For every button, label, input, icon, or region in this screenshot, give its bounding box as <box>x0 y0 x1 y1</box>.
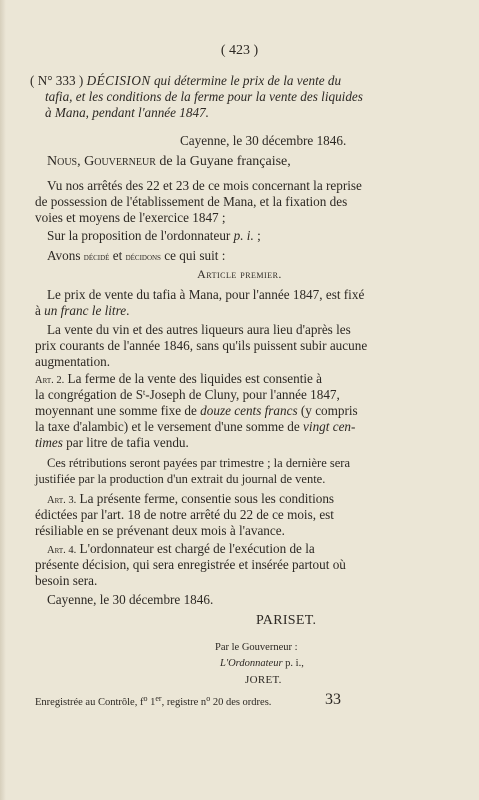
signatory-name: PARISET. <box>256 613 317 628</box>
registration-note: Enregistrée au Contrôle, $f^o$ 1er, registre $n^o$ 20 des ordres. <box>35 694 272 708</box>
decision-title-line-3: à Mana, pendant l'année 1847. <box>45 105 209 120</box>
article-2-line-5: times par litre de tafia vendu. <box>35 435 189 450</box>
article-2-line-2: la congrégation de $S^t$-Joseph de Cluny, pour l'année 1847, <box>35 387 340 402</box>
considerant-2: Sur la proposition de l'ordonnateur p. i. ; <box>47 228 261 243</box>
article-1-heading: Article premier. <box>197 267 282 281</box>
signature-mark: 33 <box>325 691 341 708</box>
article-4-line-3: besoin sera. <box>35 573 98 588</box>
article-3-line-1: Art. 3. La présente ferme, consentie sous les conditions <box>47 491 335 506</box>
place-date: Cayenne, le 30 décembre 1846. <box>180 133 347 148</box>
article-1-para-1-line-2: à un franc le litre. <box>35 303 130 318</box>
article-2-line-3: moyennant une somme fixe de douze cents francs (y compris <box>35 403 358 418</box>
considerant-1-line-3: voies et moyens de l'exercice 1847 ; <box>35 210 226 225</box>
closing-date: Cayenne, le 30 décembre 1846. <box>47 592 214 607</box>
article-4-line-1: Art. 4. L'ordonnateur est chargé de l'exécution de la <box>47 541 315 556</box>
countersign-line-1: Par le Gouverneur : <box>215 642 298 653</box>
article-1-para-2-line-3: augmentation. <box>35 354 111 369</box>
article-4-line-2: présente décision, qui sera enregistrée et insérée partout où <box>35 557 346 572</box>
article-2-line-4: la taxe d'alambic) et le versement d'une somme de vingt cen- <box>35 419 356 434</box>
decision-title-line-1: ( N° 333 ) DÉCISION qui détermine le prix de la vente du <box>30 73 342 88</box>
decision-title-line-2: tafia, et les conditions de la ferme pour la vente des liquides <box>45 89 363 104</box>
considerant-1-line-2: de possession de l'établissement de Mana, et la fixation des <box>35 194 348 209</box>
article-1-para-2-line-2: prix courants de l'année 1846, sans qu'ils puissent subir aucune <box>35 338 368 353</box>
article-1-para-1-line-1: Le prix de vente du tafia à Mana, pour l'année 1847, est fixé <box>47 287 365 302</box>
article-3-line-3: résiliable en se prévenant deux mois à l'avance. <box>35 523 285 538</box>
article-1-para-2-line-1: La vente du vin et des autres liqueurs aura lieu d'après les <box>47 322 351 337</box>
decree-formula: Avons décidé et décidons ce qui suit : <box>47 248 226 263</box>
payment-para-line-2: justifiée par la production d'un extrait du journal de vente. <box>35 472 326 486</box>
considerant-1-line-1: Vu nos arrêtés des 22 et 23 de ce mois concernant la reprise <box>47 178 362 193</box>
page-number: ( 423 ) <box>220 43 259 58</box>
countersign-line-2: L'Ordonnateur p. i., <box>220 658 304 669</box>
countersign-name: JORET. <box>245 674 282 686</box>
preamble: Nous, Gouverneur de la Guyane française, <box>47 154 291 169</box>
payment-para-line-1: Ces rétributions seront payées par trimestre ; la dernière sera <box>47 456 351 470</box>
scan-shadow-edge <box>0 0 6 800</box>
article-3-line-2: édictées par l'art. 18 de notre arrêté du 22 de ce mois, est <box>35 507 334 522</box>
article-2-line-1: Art. 2. La ferme de la vente des liquides est consentie à <box>35 371 323 386</box>
